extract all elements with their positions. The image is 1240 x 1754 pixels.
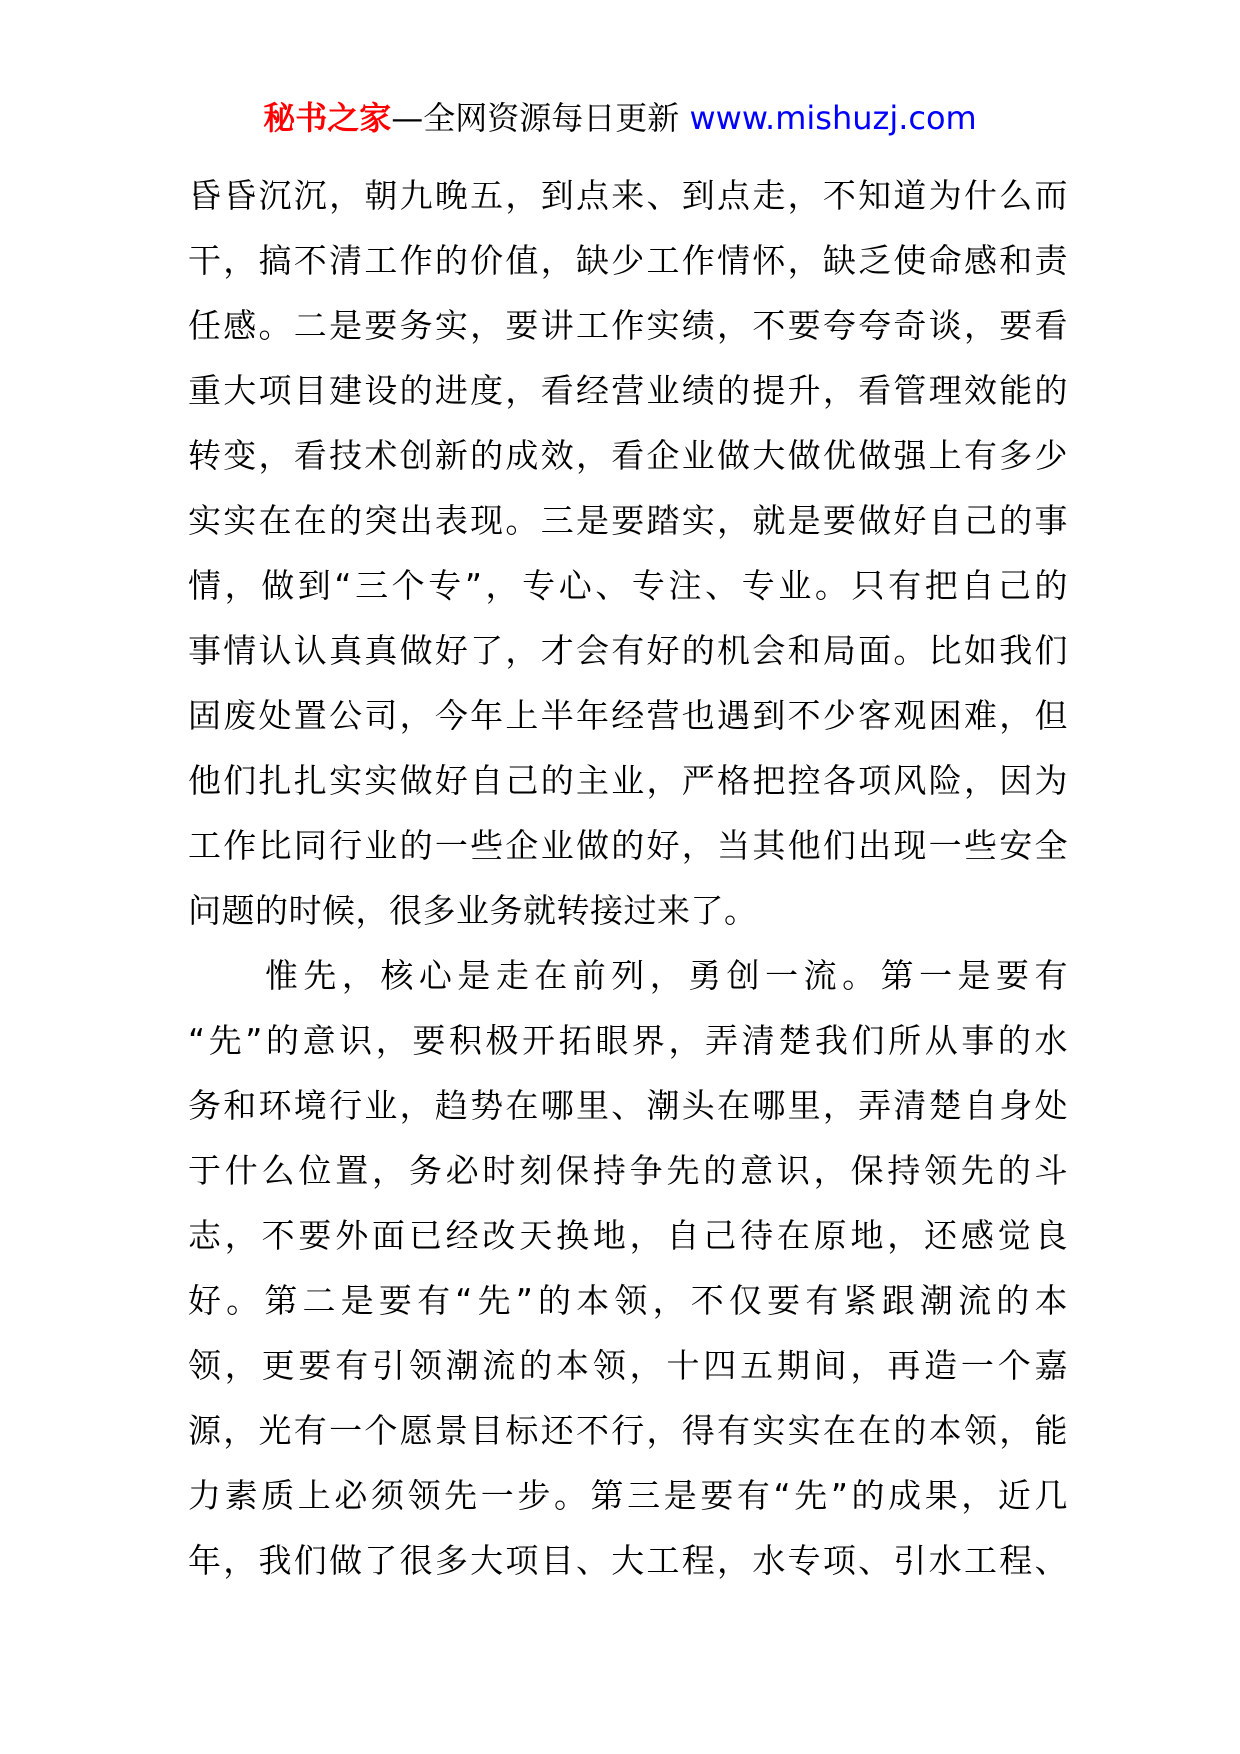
text-line: 于什么位置，务必时刻保持争先的意识，保持领先的斗 bbox=[188, 1151, 1068, 1190]
page-header bbox=[0, 98, 1240, 138]
site-tagline: —全网资源每日更新 bbox=[391, 99, 680, 137]
text-line: 惟先，核心是走在前列，勇创一流。第一是要有 bbox=[188, 956, 1068, 995]
text-line: 年，我们做了很多大项目、大工程，水专项、引水工程、 bbox=[188, 1541, 1068, 1580]
text-line: 任感。二是要务实，要讲工作实绩，不要夸夸奇谈，要看 bbox=[188, 306, 1068, 345]
text-line: 力素质上必须领先一步。第三是要有“先”的成果，近几 bbox=[188, 1476, 1068, 1515]
text-line: 务和环境行业，趋势在哪里、潮头在哪里，弄清楚自身处 bbox=[188, 1086, 1068, 1125]
text-line: 昏昏沉沉，朝九晚五，到点来、到点走，不知道为什么而 bbox=[188, 176, 1068, 215]
text-line: 工作比同行业的一些企业做的好，当其他们出现一些安全 bbox=[188, 826, 1068, 865]
paragraph-2 bbox=[188, 943, 1068, 1593]
text-line: 问题的时候，很多业务就转接过来了。 bbox=[188, 891, 758, 930]
text-line: 情，做到“三个专”，专心、专注、专业。只有把自己的 bbox=[188, 566, 1068, 605]
text-line: 事情认认真真做好了，才会有好的机会和局面。比如我们 bbox=[188, 631, 1068, 670]
text-line: 源，光有一个愿景目标还不行，得有实实在在的本领，能 bbox=[188, 1411, 1068, 1450]
site-brand: 秘书之家 bbox=[263, 99, 392, 137]
text-line: 固废处置公司，今年上半年经营也遇到不少客观困难，但 bbox=[188, 696, 1068, 735]
text-line: 他们扎扎实实做好自己的主业，严格把控各项风险，因为 bbox=[188, 761, 1068, 800]
text-line: 领，更要有引领潮流的本领，十四五期间，再造一个嘉 bbox=[188, 1346, 1068, 1385]
site-url-link[interactable]: www.mishuzj.com bbox=[689, 99, 977, 137]
text-line: 实实在在的突出表现。三是要踏实，就是要做好自己的事 bbox=[188, 501, 1068, 540]
text-line: “先”的意识，要积极开拓眼界，弄清楚我们所从事的水 bbox=[188, 1021, 1068, 1060]
text-line: 转变，看技术创新的成效，看企业做大做优做强上有多少 bbox=[188, 436, 1068, 475]
text-line: 干，搞不清工作的价值，缺少工作情怀，缺乏使命感和责 bbox=[188, 241, 1068, 280]
paragraph-1 bbox=[188, 163, 1068, 943]
text-line: 好。第二是要有“先”的本领，不仅要有紧跟潮流的本 bbox=[188, 1281, 1068, 1320]
document-body bbox=[188, 163, 1068, 1593]
text-line: 志，不要外面已经改天换地，自己待在原地，还感觉良 bbox=[188, 1216, 1068, 1255]
text-line: 重大项目建设的进度，看经营业绩的提升，看管理效能的 bbox=[188, 371, 1068, 410]
